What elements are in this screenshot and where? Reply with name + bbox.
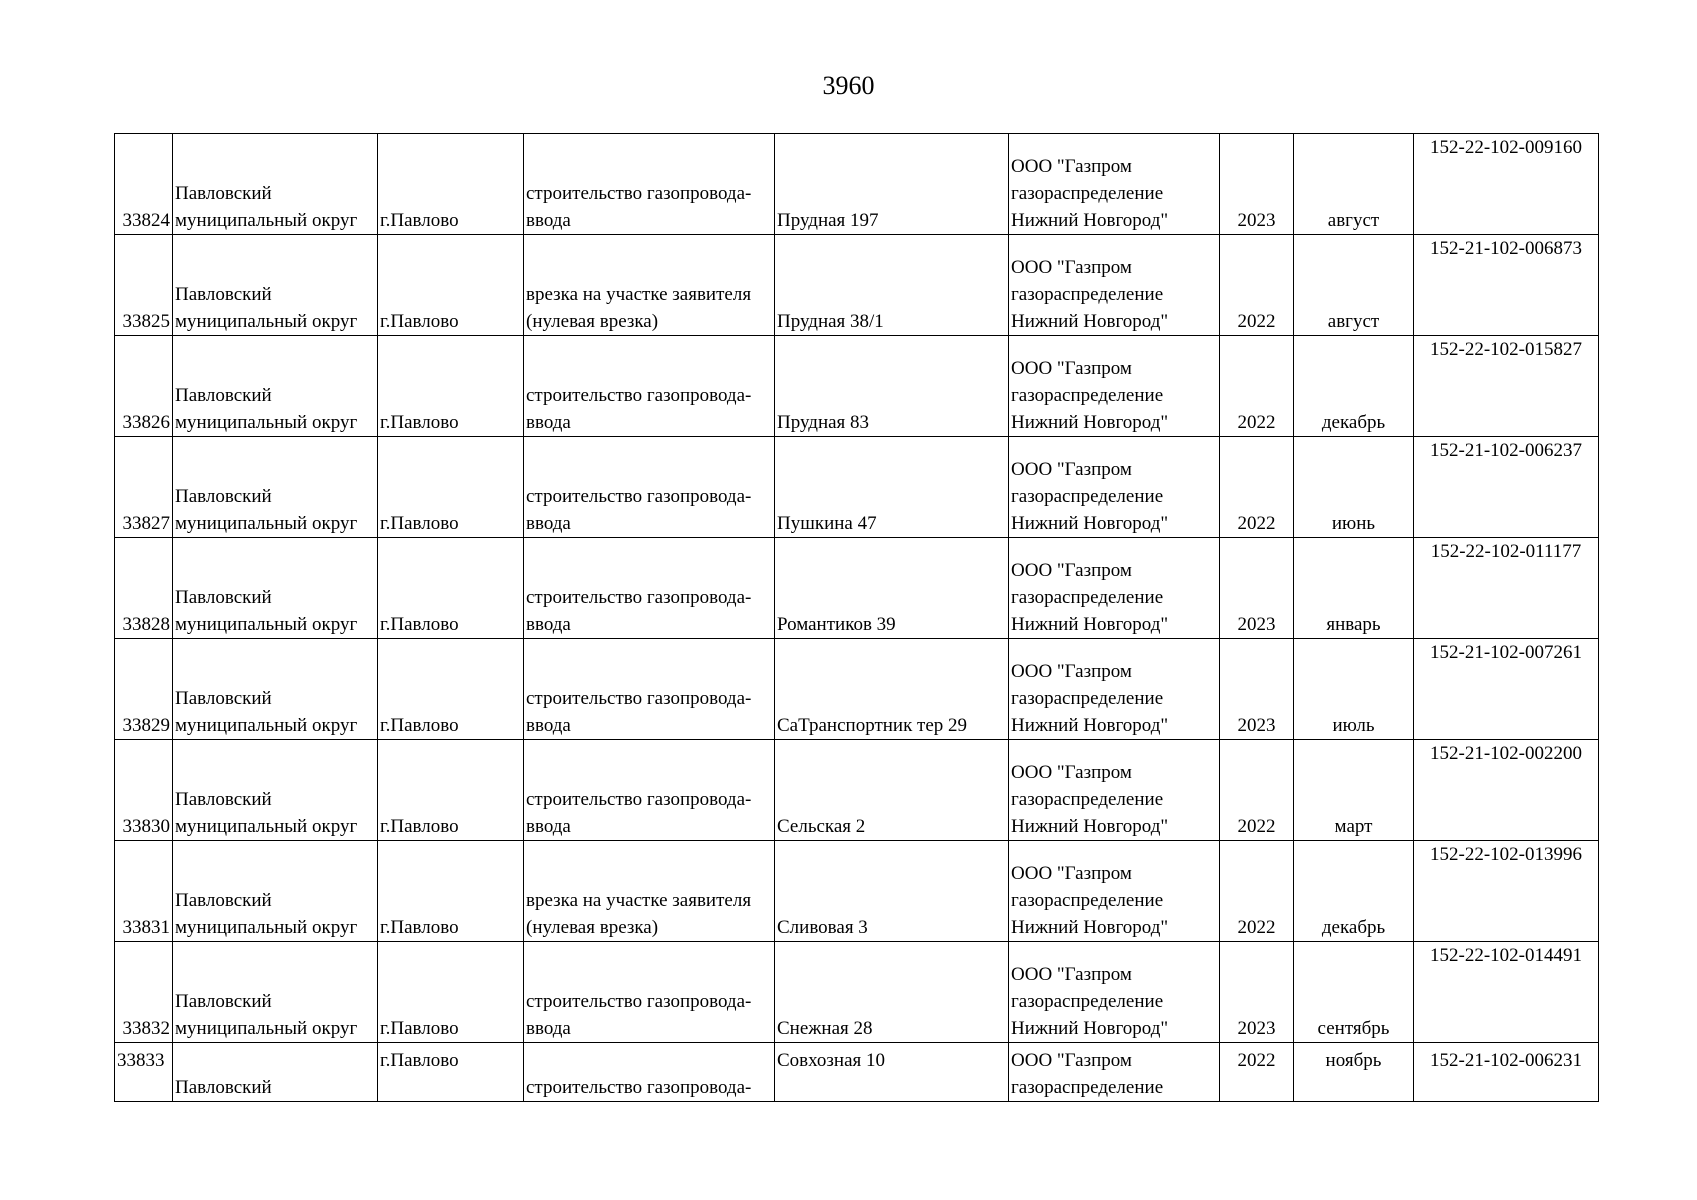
district-line: муниципальный округ [175, 1018, 358, 1039]
city-cell: г.Павлово [378, 942, 524, 1043]
district-line: Павловский [175, 486, 272, 507]
district-cell [173, 235, 378, 336]
row-number: 33827 [115, 437, 173, 538]
year-cell: 2023 [1220, 538, 1294, 639]
district-line: Павловский [175, 688, 272, 709]
organization-cell [1009, 134, 1220, 235]
work-type-line: строительство газопровода- [526, 385, 752, 406]
organization-line: Нижний Новгород" [1011, 311, 1169, 332]
organization-line: ООО "Газпром [1011, 560, 1132, 581]
organization-cell [1009, 235, 1220, 336]
address-cell: Сливовая 3 [775, 841, 1009, 942]
district-cell [173, 740, 378, 841]
work-type-line: (нулевая врезка) [526, 311, 659, 332]
city-cell: г.Павлово [378, 639, 524, 740]
organization-line: газораспределение [1011, 183, 1164, 204]
table-row [115, 538, 1599, 639]
address-cell: Сельская 2 [775, 740, 1009, 841]
district-cell [173, 639, 378, 740]
table-row [115, 134, 1599, 235]
table-row [115, 336, 1599, 437]
year-cell: 2023 [1220, 134, 1294, 235]
code-cell: 152-21-102-006873 [1414, 235, 1599, 336]
month-cell: декабрь [1294, 841, 1414, 942]
table-body [115, 134, 1599, 1102]
year-cell: 2023 [1220, 639, 1294, 740]
organization-line: ООО "Газпром [1011, 257, 1132, 278]
organization-line: ООО "Газпром [1011, 661, 1132, 682]
city-cell: г.Павлово [378, 437, 524, 538]
month-cell: ноябрь [1294, 1043, 1414, 1102]
code-cell: 152-21-102-007261 [1414, 639, 1599, 740]
organization-line: газораспределение [1011, 789, 1164, 810]
page-number: 3960 [822, 71, 875, 100]
work-type-line: ввода [526, 816, 571, 837]
code-cell: 152-21-102-002200 [1414, 740, 1599, 841]
district-cell [173, 538, 378, 639]
organization-line: ООО "Газпром [1011, 156, 1132, 177]
organization-line: газораспределение [1011, 587, 1164, 608]
organization-line: ООО "Газпром [1011, 358, 1132, 379]
organization-line: Нижний Новгород" [1011, 816, 1169, 837]
district-line: Павловский [175, 385, 272, 406]
city-cell: г.Павлово [378, 235, 524, 336]
row-number: 33824 [115, 134, 173, 235]
work-type-line: строительство газопровода- [526, 789, 752, 810]
code-cell: 152-22-102-014491 [1414, 942, 1599, 1043]
work-type-line: ввода [526, 513, 571, 534]
table-row [115, 942, 1599, 1043]
organization-line: газораспределение [1011, 486, 1164, 507]
address-cell: Прудная 197 [775, 134, 1009, 235]
table-row [115, 841, 1599, 942]
organization-cell [1009, 538, 1220, 639]
work-type-cell [524, 134, 775, 235]
work-type-cell [524, 235, 775, 336]
month-cell: август [1294, 134, 1414, 235]
table-row [115, 235, 1599, 336]
organization-line: Нижний Новгород" [1011, 715, 1169, 736]
address-cell: Снежная 28 [775, 942, 1009, 1043]
code-cell: 152-22-102-011177 [1414, 538, 1599, 639]
work-type-cell [524, 639, 775, 740]
organization-line: ООО "Газпром [1011, 863, 1132, 884]
district-cell [173, 336, 378, 437]
district-cell [173, 134, 378, 235]
table-row [115, 639, 1599, 740]
year-cell: 2022 [1220, 235, 1294, 336]
organization-cell [1009, 740, 1220, 841]
district-line: муниципальный округ [175, 816, 358, 837]
table-row [115, 437, 1599, 538]
city-cell: г.Павлово [378, 740, 524, 841]
work-type-line: ввода [526, 715, 571, 736]
district-line: муниципальный округ [175, 412, 358, 433]
row-number: 33830 [115, 740, 173, 841]
district-cell [173, 841, 378, 942]
work-type-line: строительство газопровода- [526, 688, 752, 709]
city-cell: г.Павлово [378, 134, 524, 235]
organization-line: газораспределение [1011, 890, 1164, 911]
district-line: Павловский [175, 890, 272, 911]
organization-line: Нижний Новгород" [1011, 210, 1169, 231]
district-line: муниципальный округ [175, 513, 358, 534]
work-type-cell [524, 740, 775, 841]
row-number: 33829 [115, 639, 173, 740]
city-cell: г.Павлово [378, 841, 524, 942]
row-number: 33828 [115, 538, 173, 639]
month-cell: март [1294, 740, 1414, 841]
work-type-line: (нулевая врезка) [526, 917, 659, 938]
district-cell [173, 437, 378, 538]
organization-cell [1009, 942, 1220, 1043]
district-line: муниципальный округ [175, 715, 358, 736]
month-cell: сентябрь [1294, 942, 1414, 1043]
work-type-line: строительство газопровода- [526, 183, 752, 204]
organization-cell [1009, 437, 1220, 538]
work-type-cell: строительство газопровода- [524, 1043, 775, 1102]
year-cell: 2022 [1220, 437, 1294, 538]
organization-line: ООО "Газпром [1011, 762, 1132, 783]
work-type-line: ввода [526, 614, 571, 635]
year-cell: 2022 [1220, 1043, 1294, 1102]
organization-cell [1009, 639, 1220, 740]
address-cell: Прудная 83 [775, 336, 1009, 437]
district-line: Павловский [175, 183, 272, 204]
code-cell: 152-22-102-015827 [1414, 336, 1599, 437]
organization-line: Нижний Новгород" [1011, 614, 1169, 635]
year-cell: 2022 [1220, 740, 1294, 841]
work-type-line: строительство газопровода- [526, 587, 752, 608]
organization-cell [1009, 336, 1220, 437]
work-type-line: ввода [526, 1018, 571, 1039]
work-type-line: ввода [526, 412, 571, 433]
organization-line: Нижний Новгород" [1011, 917, 1169, 938]
organization-line: ООО "Газпром [1011, 1050, 1132, 1071]
organization-cell [1009, 1043, 1220, 1102]
district-line: Павловский [175, 284, 272, 305]
work-type-cell [524, 437, 775, 538]
code-cell: 152-22-102-009160 [1414, 134, 1599, 235]
work-type-cell [524, 336, 775, 437]
registry-table [114, 133, 1599, 1102]
district-line: муниципальный округ [175, 917, 358, 938]
organization-line: Нижний Новгород" [1011, 1018, 1169, 1039]
work-type-cell [524, 538, 775, 639]
month-cell: июль [1294, 639, 1414, 740]
address-cell: СаТранспортник тер 29 [775, 639, 1009, 740]
city-cell: г.Павлово [378, 1043, 524, 1102]
month-cell: август [1294, 235, 1414, 336]
address-cell: Романтиков 39 [775, 538, 1009, 639]
district-line: Павловский [175, 789, 272, 810]
code-cell: 152-21-102-006231 [1414, 1043, 1599, 1102]
district-line: муниципальный округ [175, 210, 358, 231]
code-cell: 152-22-102-013996 [1414, 841, 1599, 942]
district-cell: Павловский [173, 1043, 378, 1102]
code-cell: 152-21-102-006237 [1414, 437, 1599, 538]
organization-line: газораспределение [1011, 688, 1164, 709]
row-number: 33826 [115, 336, 173, 437]
address-cell: Совхозная 10 [775, 1043, 1009, 1102]
district-line: муниципальный округ [175, 311, 358, 332]
work-type-line: ввода [526, 210, 571, 231]
table-row [115, 1043, 1599, 1102]
table-row [115, 740, 1599, 841]
month-cell: декабрь [1294, 336, 1414, 437]
city-cell: г.Павлово [378, 538, 524, 639]
work-type-line: врезка на участке заявителя [526, 890, 752, 911]
work-type-cell [524, 841, 775, 942]
work-type-line: строительство газопровода- [526, 486, 752, 507]
address-cell: Прудная 38/1 [775, 235, 1009, 336]
organization-line: ООО "Газпром [1011, 964, 1132, 985]
year-cell: 2022 [1220, 336, 1294, 437]
district-line: муниципальный округ [175, 614, 358, 635]
work-type-line: строительство газопровода- [526, 991, 752, 1012]
row-number: 33825 [115, 235, 173, 336]
district-cell [173, 942, 378, 1043]
address-cell: Пушкина 47 [775, 437, 1009, 538]
organization-line: ООО "Газпром [1011, 459, 1132, 480]
organization-line: Нижний Новгород" [1011, 412, 1169, 433]
organization-line: газораспределение [1011, 385, 1164, 406]
district-line: Павловский [175, 991, 272, 1012]
row-number: 33831 [115, 841, 173, 942]
row-number: 33833 [115, 1043, 173, 1102]
work-type-cell [524, 942, 775, 1043]
organization-line: газораспределение [1011, 284, 1164, 305]
organization-cell [1009, 841, 1220, 942]
row-number: 33832 [115, 942, 173, 1043]
organization-line: газораспределение [1011, 991, 1164, 1012]
year-cell: 2023 [1220, 942, 1294, 1043]
month-cell: январь [1294, 538, 1414, 639]
organization-line: Нижний Новгород" [1011, 513, 1169, 534]
city-cell: г.Павлово [378, 336, 524, 437]
year-cell: 2022 [1220, 841, 1294, 942]
month-cell: июнь [1294, 437, 1414, 538]
organization-line: газораспределение [1011, 1077, 1164, 1098]
work-type-line: врезка на участке заявителя [526, 284, 752, 305]
district-line: Павловский [175, 587, 272, 608]
